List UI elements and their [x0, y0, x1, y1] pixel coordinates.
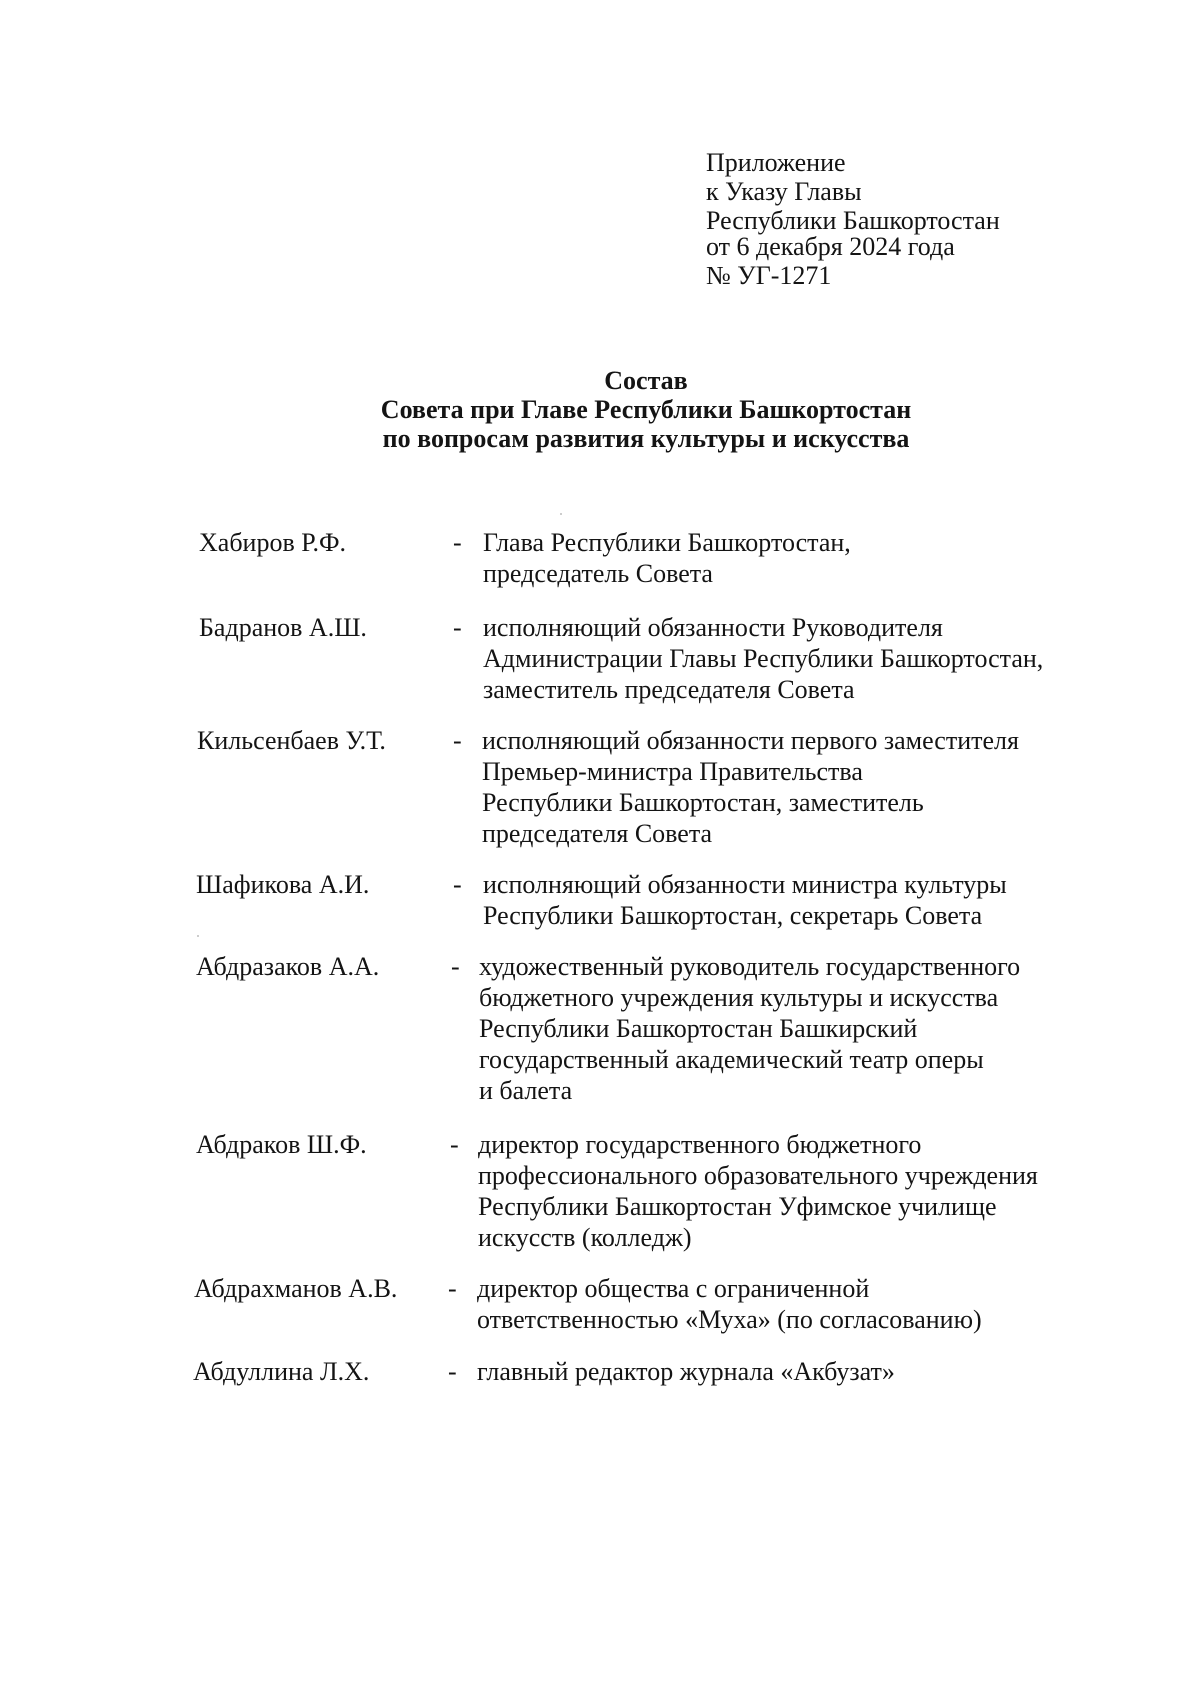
member-dash: -: [448, 1274, 457, 1303]
title-line: по вопросам развития культуры и искусства: [382, 424, 910, 453]
title-line: Совета при Главе Республики Башкортостан: [380, 395, 912, 424]
member-role-line: и балета: [479, 1076, 573, 1105]
member-dash: -: [453, 613, 462, 642]
member-role-line: Республики Башкортостан Башкирский: [479, 1014, 918, 1043]
appendix-line: к Указу Главы: [706, 177, 862, 206]
member-role-line: исполняющий обязанности первого заместителя: [482, 726, 1019, 755]
member-role-line: главный редактор журнала «Акбузат»: [477, 1357, 895, 1386]
member-name: Абдразаков А.А.: [196, 952, 380, 981]
member-dash: -: [453, 870, 462, 899]
member-role-line: Премьер-министра Правительства: [482, 757, 863, 786]
scan-speck: [560, 513, 562, 515]
member-role-line: директор государственного бюджетного: [478, 1130, 922, 1159]
member-role: [479, 951, 1020, 1106]
member-dash: -: [448, 1357, 457, 1386]
member-dash: -: [450, 1130, 459, 1159]
member-name: Кильсенбаев У.Т.: [197, 726, 386, 755]
member-name: Абдуллина Л.Х.: [193, 1357, 370, 1386]
member-role-line: художественный руководитель государственного: [479, 952, 1021, 981]
member-name: Шафикова А.И.: [196, 870, 370, 899]
appendix-header: [706, 148, 1000, 290]
member-dash: -: [453, 726, 462, 755]
member-role-line: председатель Совета: [483, 559, 713, 588]
member-role: [483, 612, 1043, 705]
member-name: Абдраков Ш.Ф.: [196, 1130, 367, 1159]
member-role: [478, 1129, 1038, 1253]
member-name: Бадранов А.Ш.: [199, 613, 367, 642]
member-role-line: директор общества с ограниченной: [477, 1274, 870, 1303]
member-role-line: государственный академический театр оперы: [479, 1045, 984, 1074]
appendix-line: Приложение: [706, 148, 846, 177]
member-role-line: председателя Совета: [482, 819, 713, 848]
document-title: [0, 366, 1200, 453]
member-role-line: исполняющий обязанности министра культуры: [483, 870, 1007, 899]
member-role: [477, 1273, 982, 1335]
member-role-line: Глава Республики Башкортостан,: [483, 528, 851, 557]
member-role-line: бюджетного учреждения культуры и искусства: [479, 983, 999, 1012]
scan-speck: [197, 935, 199, 937]
member-role-line: Республики Башкортостан Уфимское училище: [478, 1192, 997, 1221]
member-role: [477, 1356, 895, 1387]
member-role: [482, 725, 1019, 849]
member-role-line: Республики Башкортостан, секретарь Совета: [483, 901, 983, 930]
appendix-line: № УГ-1271: [706, 261, 832, 290]
appendix-line: от 6 декабря 2024 года: [706, 232, 955, 261]
member-role-line: заместитель председателя Совета: [483, 675, 855, 704]
member-role-line: Администрации Главы Республики Башкортостан,: [483, 644, 1044, 673]
member-name: Абдрахманов А.В.: [194, 1274, 398, 1303]
member-dash: -: [451, 952, 460, 981]
member-role-line: исполняющий обязанности Руководителя: [483, 613, 943, 642]
member-name: Хабиров Р.Ф.: [199, 528, 346, 557]
member-role-line: профессионального образовательного учреждения: [478, 1161, 1038, 1190]
member-role-line: искусств (колледж): [478, 1223, 692, 1252]
member-role: [483, 869, 1007, 931]
member-dash: -: [453, 528, 462, 557]
member-role-line: ответственностью «Муха» (по согласованию): [477, 1305, 982, 1334]
member-role: [483, 527, 851, 589]
title-line: Состав: [604, 366, 688, 395]
member-role-line: Республики Башкортостан, заместитель: [482, 788, 924, 817]
appendix-line: Республики Башкортостан: [706, 206, 1000, 235]
